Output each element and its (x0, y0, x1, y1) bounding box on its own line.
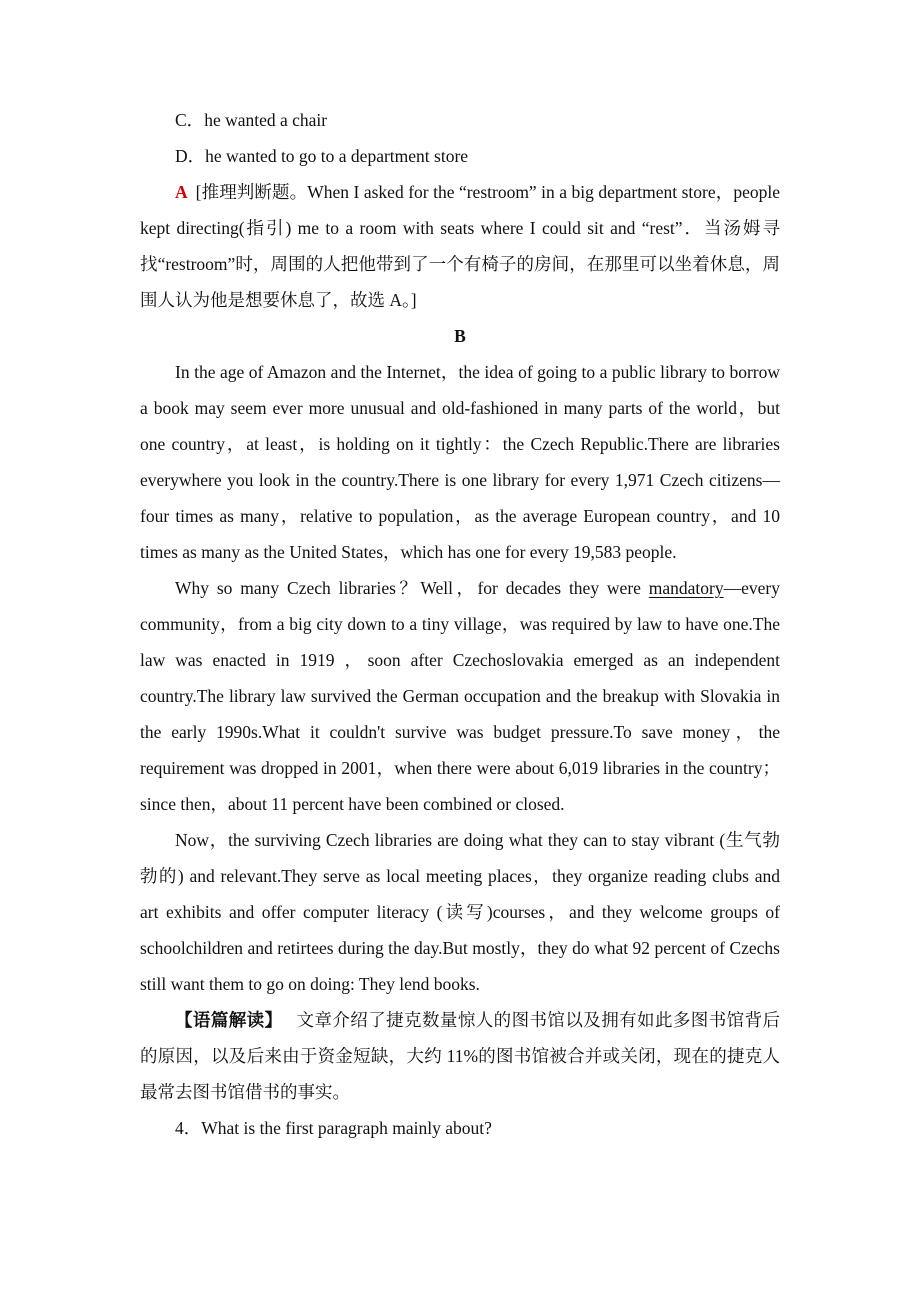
paragraph-2-text-after: —every community，from a big city down to a tiny village，was required by law to have one.The law was enacted in 1919 ，soon after Czechoslovakia emerged as an independent country.The library law survived the German occupation and the breakup with Slovakia in the early 1990s.What it couldn't survive was budget pressure.To save money，the requirement was dropped in 2001，when there were about 6,019 libraries in the country；since then，about 11 percent have been combined or closed. (140, 578, 780, 814)
answer-explanation-text: [推理判断题。When I asked for the “restroom” in a big department store，people kept directing(指引) me to a room with seats where I could sit and “rest”．当汤姆寻找“restroom”时，周围的人把他带到了一个有椅子的房间，在那里可以坐着休息，周围人认为他是想要休息了，故选 A。] (140, 182, 780, 310)
paragraph-2-underlined-word: mandatory (648, 578, 724, 598)
passage-paragraph-1: In the age of Amazon and the Internet，the idea of going to a public library to borrow a book may seem ever more unusual and old-fashioned in many parts of the world，but one country，at least，is holding on it tightly：the Czech Republic.There are libraries everywhere you look in the country.There is one library for every 1,971 Czech citizens—four times as many，relative to population，as the average European country，and 10 times as many as the United States，which has one for every 19,583 people. (140, 362, 780, 562)
passage-analysis (140, 1002, 780, 1110)
question-4: 4．What is the first paragraph mainly about? (175, 1118, 492, 1138)
answer-explanation (140, 174, 780, 318)
answer-letter: A (175, 182, 188, 202)
option-c-text: he wanted a chair (204, 110, 328, 130)
paragraph-2-text-before: Why so many Czech libraries？Well，for decades they were (175, 578, 649, 598)
passage-section-label: B (454, 326, 466, 346)
passage-paragraph-2 (140, 570, 780, 822)
option-d-text: he wanted to go to a department store (205, 146, 469, 166)
analysis-label: 【语篇解读】 (175, 1010, 283, 1030)
option-d (140, 138, 780, 174)
passage-paragraph-3: Now，the surviving Czech libraries are doing what they can to stay vibrant (生气勃勃的) and relevant.They serve as local meeting places，they organize reading clubs and art exhibits and offer computer literacy (读写)courses，and they welcome groups of schoolchildren and retirtees during the day.But mostly，they do what 92 percent of Czechs still want them to go on doing: They lend books. (140, 830, 780, 994)
option-c-label: C． (175, 110, 205, 130)
analysis-text: 文章介绍了捷克数量惊人的图书馆以及拥有如此多图书馆背后的原因，以及后来由于资金短缺，大约 11%的图书馆被合并或关闭，现在的捷克人最常去图书馆借书的事实。 (140, 1010, 780, 1102)
option-d-label: D． (175, 146, 206, 166)
option-c (140, 102, 780, 138)
